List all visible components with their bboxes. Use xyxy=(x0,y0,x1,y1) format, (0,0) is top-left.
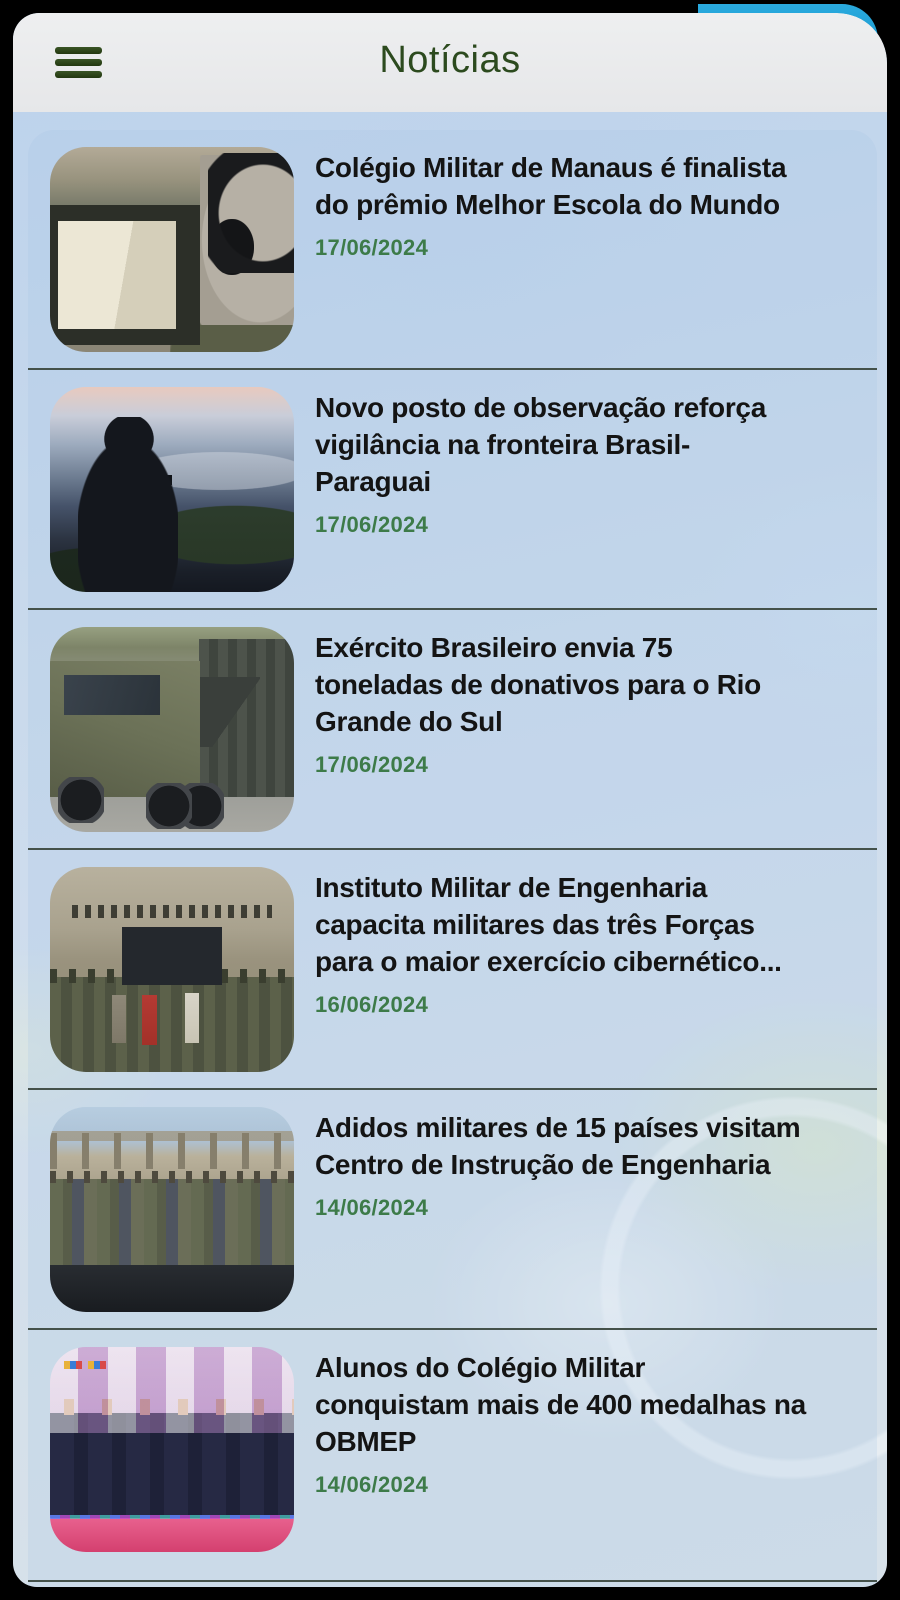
article-date: 17/06/2024 xyxy=(315,752,429,777)
news-article-item[interactable] xyxy=(28,130,877,370)
article-body xyxy=(315,627,761,778)
article-title: OBMEP xyxy=(315,1426,417,1457)
article-body xyxy=(315,1107,800,1221)
page-title: Notícias xyxy=(379,39,521,81)
article-body xyxy=(315,387,766,538)
article-title: Exército Brasileiro envia 75 xyxy=(315,632,673,663)
article-title: Grande do Sul xyxy=(315,706,503,737)
article-date: 16/06/2024 xyxy=(315,992,429,1017)
article-body xyxy=(315,147,786,261)
article-date: 17/06/2024 xyxy=(315,512,429,537)
article-title: Adidos militares de 15 países visitam xyxy=(315,1112,801,1143)
article-date: 17/06/2024 xyxy=(315,235,429,260)
article-thumbnail xyxy=(50,1107,294,1312)
news-article-item[interactable] xyxy=(28,370,877,610)
article-thumbnail xyxy=(50,627,294,832)
article-thumbnail xyxy=(50,867,294,1072)
news-article-item[interactable] xyxy=(28,1090,877,1330)
article-title: Alunos do Colégio Militar xyxy=(315,1352,646,1383)
article-title: Colégio Militar de Manaus é finalista xyxy=(315,152,787,183)
article-title: vigilância na fronteira Brasil- xyxy=(315,429,691,460)
article-title: para o maior exercício cibernético... xyxy=(315,946,782,977)
article-body xyxy=(315,867,782,1018)
phone-screen xyxy=(13,13,887,1587)
news-article-item[interactable] xyxy=(28,1330,877,1582)
news-article-item[interactable] xyxy=(28,610,877,850)
article-title: Instituto Militar de Engenharia xyxy=(315,872,708,903)
article-thumbnail xyxy=(50,1347,294,1552)
article-title: toneladas de donativos para o Rio xyxy=(315,669,761,700)
article-date: 14/06/2024 xyxy=(315,1195,429,1220)
article-title: conquistam mais de 400 medalhas na xyxy=(315,1389,806,1420)
news-article-item[interactable] xyxy=(28,850,877,1090)
article-thumbnail xyxy=(50,387,294,592)
article-thumbnail xyxy=(50,147,294,352)
article-title: capacita militares das três Forças xyxy=(315,909,755,940)
article-date: 14/06/2024 xyxy=(315,1472,429,1497)
article-title: do prêmio Melhor Escola do Mundo xyxy=(315,189,780,220)
article-title: Paraguai xyxy=(315,466,431,497)
article-title: Novo posto de observação reforça xyxy=(315,392,766,423)
news-list xyxy=(28,130,877,1587)
article-body xyxy=(315,1347,806,1498)
article-title: Centro de Instrução de Engenharia xyxy=(315,1149,771,1180)
app-header xyxy=(13,13,887,112)
